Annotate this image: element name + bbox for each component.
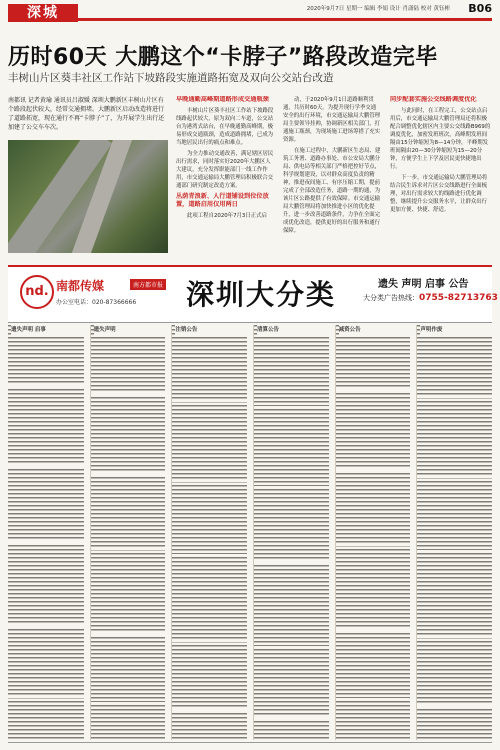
notice-separator: [336, 468, 411, 471]
classified-ad-banner: [8, 265, 498, 323]
notice-types: 遗失 声明 启事 公告: [378, 279, 469, 290]
classified-listings: [8, 325, 492, 740]
column-2-heading-1: 早晚通勤高峰期道路形成交通瓶颈: [176, 96, 269, 103]
page-number: B06: [468, 2, 492, 15]
article-headline: 历时60天 大鹏这个“卡脖子”路段改造完毕: [8, 45, 438, 70]
notice-separator: [254, 716, 329, 719]
classified-column-heading: 遗失声明: [94, 325, 166, 335]
notice-separator: [8, 695, 84, 698]
classified-column: [335, 325, 411, 740]
notice-separator: [91, 547, 166, 550]
notice-separator: [172, 639, 247, 642]
notice-separator: [8, 625, 84, 628]
classified-title: 深圳大分类: [186, 278, 337, 311]
notice-separator: [336, 543, 411, 546]
notice-separator: [172, 709, 247, 712]
notice-separator: [417, 705, 492, 708]
notice-separator: [417, 550, 492, 553]
column-2-paragraph: 丰树山片区葵丰社区工作站下坡路段线路起伏较大，原为双向二车道，公交站台为港湾式站台，在早晚通勤高峰期，极易形成交通瓶颈，造成道路拥堵，已成为当地居民出行的痛点和难点。: [176, 108, 274, 146]
column-2-paragraph: 为全力推动交通改善，满足辖区居民出行需求，同时落实好2020年大鹏区人大建议，充分发挥职能部门一线工作作用，市交通运输局大鹏管理局积极联合交通部门研究制定改造方案。: [176, 151, 274, 189]
notice-separator: [8, 385, 84, 388]
column-2-heading-2: 丛荫青浪新、人行道铺设到位位放置，道路启用仅用两日: [176, 193, 269, 208]
classified-column: [171, 325, 247, 740]
article-column-3: [283, 96, 381, 261]
brand-name: 南都传媒: [56, 279, 105, 293]
office-phone: 办公室电话：020-87366666: [56, 299, 137, 306]
article-lead: 南都讯 记者黄瑜 通讯员吕淑媛 深圳大鹏新区丰树山片区有个路段起伏较大，经常交通拥堵。大鹏新区启动改造将进行了道路拓宽，现在通行不再“卡脖子”了，为开展学生出行还加建了公交车车次。: [8, 97, 165, 131]
notice-separator: [254, 561, 329, 564]
notice-separator: [417, 475, 492, 478]
notice-separator: [91, 702, 166, 705]
classified-column-heading: 清算公告: [257, 325, 329, 335]
hotline-label: 大分类广告热线：: [363, 294, 419, 302]
article-column-4: [390, 96, 492, 261]
notice-separator: [417, 395, 492, 398]
notice-separator: [172, 399, 247, 402]
header-rule: [78, 18, 492, 21]
date-line: 2020年9月7日 星期一 编辑 李娟 设计 肖潇陆 校对 黄钰彬: [306, 6, 450, 12]
notice-separator: [336, 388, 411, 391]
column-4-heading: 同步配套实施公交线路调度优化: [390, 96, 477, 103]
bottom-rule: [8, 742, 492, 743]
notice-separator: [91, 472, 166, 475]
notice-separator: [172, 554, 247, 557]
classified-column: [416, 325, 492, 740]
column-4-paragraph: 与此同时，在工程完工，公交站点启用后，市交通运输局大鹏管理局还将积极配合调整优化辖区内主要公交线路B969的调度优化，加密发班班次，高峰期发班间隔由15分钟缩短为8—14分钟，平峰期发班间隔由20—30分钟缩短为15—20分钟，方便学生上下学及居民更快捷地出行。: [390, 108, 491, 170]
column-4-paragraph: 下一步，市交通运输局大鹏管理局将结合民生诉求对片区公交线路进行全面梳理，对出行需求较大的线路进行优化调整，继续提升公交服务水平，让群众出行更加方便、快捷、舒适。: [390, 175, 488, 213]
classified-column-heading: 遗失声明 启事: [11, 325, 84, 335]
article-column-2: [176, 96, 274, 261]
section-tag: 深城: [8, 4, 78, 22]
hotline-number: 0755-82713763: [419, 293, 498, 303]
notice-separator: [91, 392, 166, 395]
column-2-paragraph: 此项工程自2020年7月3日正式启: [187, 213, 267, 219]
ad-hotline: [363, 293, 498, 303]
classified-column: [8, 325, 84, 740]
notice-separator: [254, 406, 329, 409]
classified-column-heading: 声明作废: [420, 325, 492, 335]
classified-column-heading: 减资公告: [339, 325, 411, 335]
notice-separator: [254, 646, 329, 649]
page-header: [0, 0, 500, 22]
notice-separator: [8, 465, 84, 468]
notice-separator: [254, 486, 329, 489]
classified-column: [90, 325, 166, 740]
notice-separator: [91, 632, 166, 635]
notice-separator: [336, 698, 411, 701]
classified-column-heading: 注销公告: [175, 325, 247, 335]
column-3-paragraph: 动，于2020年9月1日道路顺利贯通，共历时60天。为提升现行学季交通安全的出行环境，市交通运输局大鹏管理局主要领导挂帅，协调新区相关部门，打通施工瓶颈，为现场施工进场筹措了充实资源。: [283, 97, 381, 143]
column-3-paragraph: 在施工过程中，大鹏新区生态局、建筑工务署、道路办事处、市公安局大鹏分局、供电局等相关部门严格把控好节点，科学规划建设，以对群众高度负责的精神，推进夜间施工、有序压缩工期，提前完成了全部改造任务，道路一期的通，为该片区公路提供了有效保障。市交通运输局大鹏管理局将加快推进小区的优化提升，进一步改善道路条件，力争在全面完成优化改造，提供更好的出行服务和通行保障。: [283, 148, 381, 234]
brand-tag: 南方都市报: [130, 279, 166, 290]
road-photo: [8, 140, 168, 253]
classified-column: [253, 325, 329, 740]
notice-separator: [172, 479, 247, 482]
article-subhead: 丰树山片区葵丰社区工作站下坡路段实施道路拓宽及双向公交站台改造: [8, 72, 334, 84]
notice-separator: [8, 540, 84, 543]
notice-separator: [336, 628, 411, 631]
nandu-logo: nd.: [20, 275, 54, 309]
notice-separator: [417, 635, 492, 638]
